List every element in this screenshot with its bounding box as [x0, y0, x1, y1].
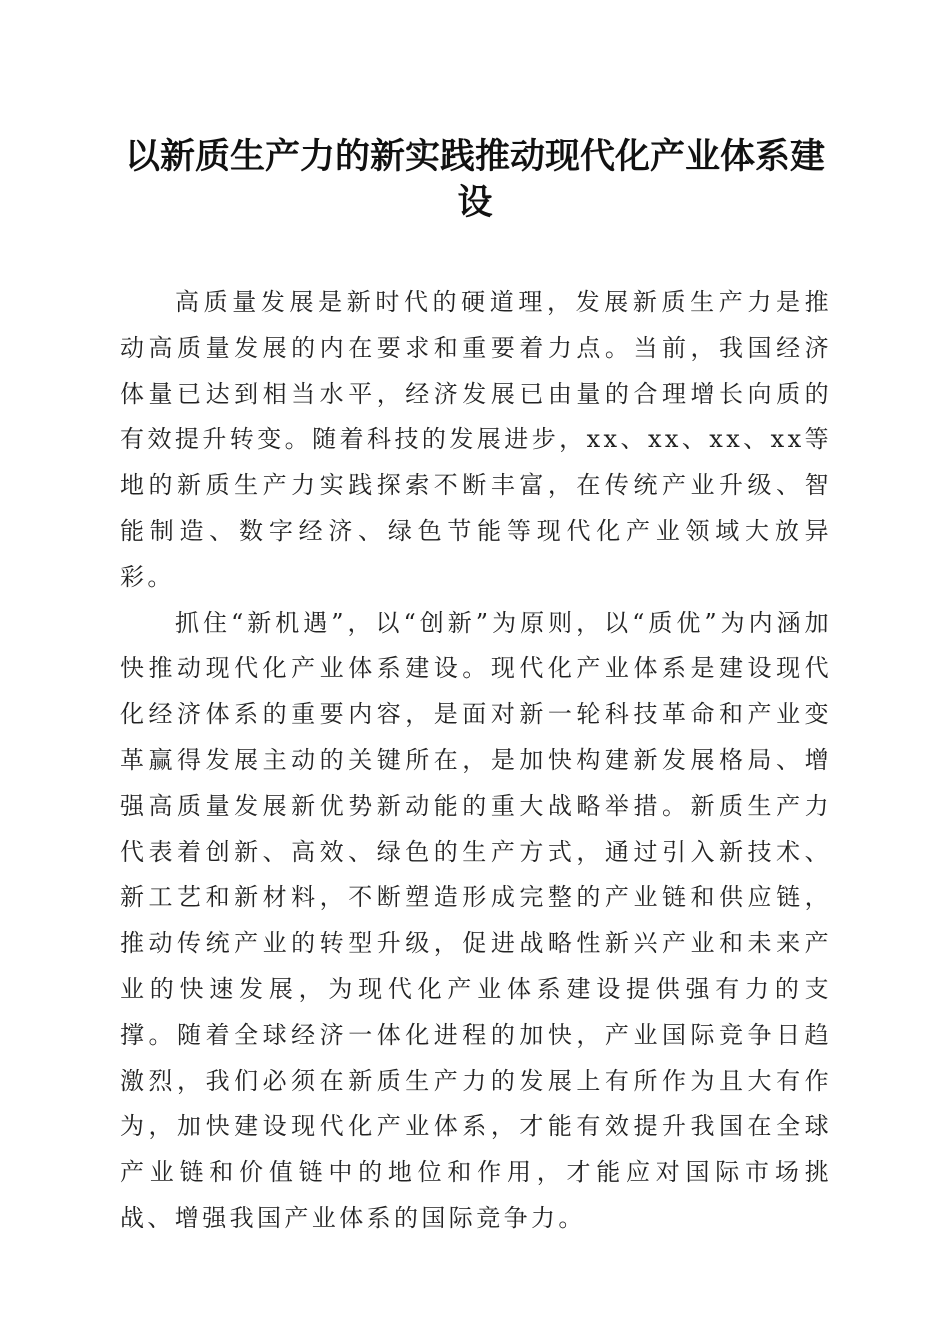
document-title: 以新质生产力的新实践推动现代化产业体系建设 — [124, 136, 825, 223]
paragraph-2: 抓住“新机遇”，以“创新”为原则，以“质优”为内涵加快推动现代化产业体系建设。现代化产业体系是建设现代化经济体系的重要内容，是面对新一轮科技革命和产业变革赢得发展主动的关键所在，是加快构建新发展格局、增强高质量发展新优势新动能的重大战略举措。新质生产力代表着创新、高效、绿色的生产方式，通过引入新技术、新工艺和新材料，不断塑造形成完整的产业链和供应链，推动传统产业的转型升级，促进战略性新兴产业和未来产业的快速发展，为现代化产业体系建设提供强有力的支撑。随着全球经济一体化进程的加快，产业国际竞争日趋激烈，我们必须在新质生产力的发展上有所作为且大有作为，加快建设现代化产业体系，才能有效提升我国在全球产业链和价值链中的地位和作用，才能应对国际市场挑战、增强我国产业体系的国际竞争力。 — [120, 608, 832, 1232]
paragraph-1: 高质量发展是新时代的硬道理，发展新质生产力是推动高质量发展的内在要求和重要着力点。当前，我国经济体量已达到相当水平，经济发展已由量的合理增长向质的有效提升转变。随着科技的发展进步，xx、xx、xx、xx等地的新质生产力实践探索不断丰富，在传统产业升级、智能制造、数字经济、绿色节能等现代化产业领域大放异彩。 — [120, 288, 832, 591]
document-body — [120, 280, 832, 1242]
